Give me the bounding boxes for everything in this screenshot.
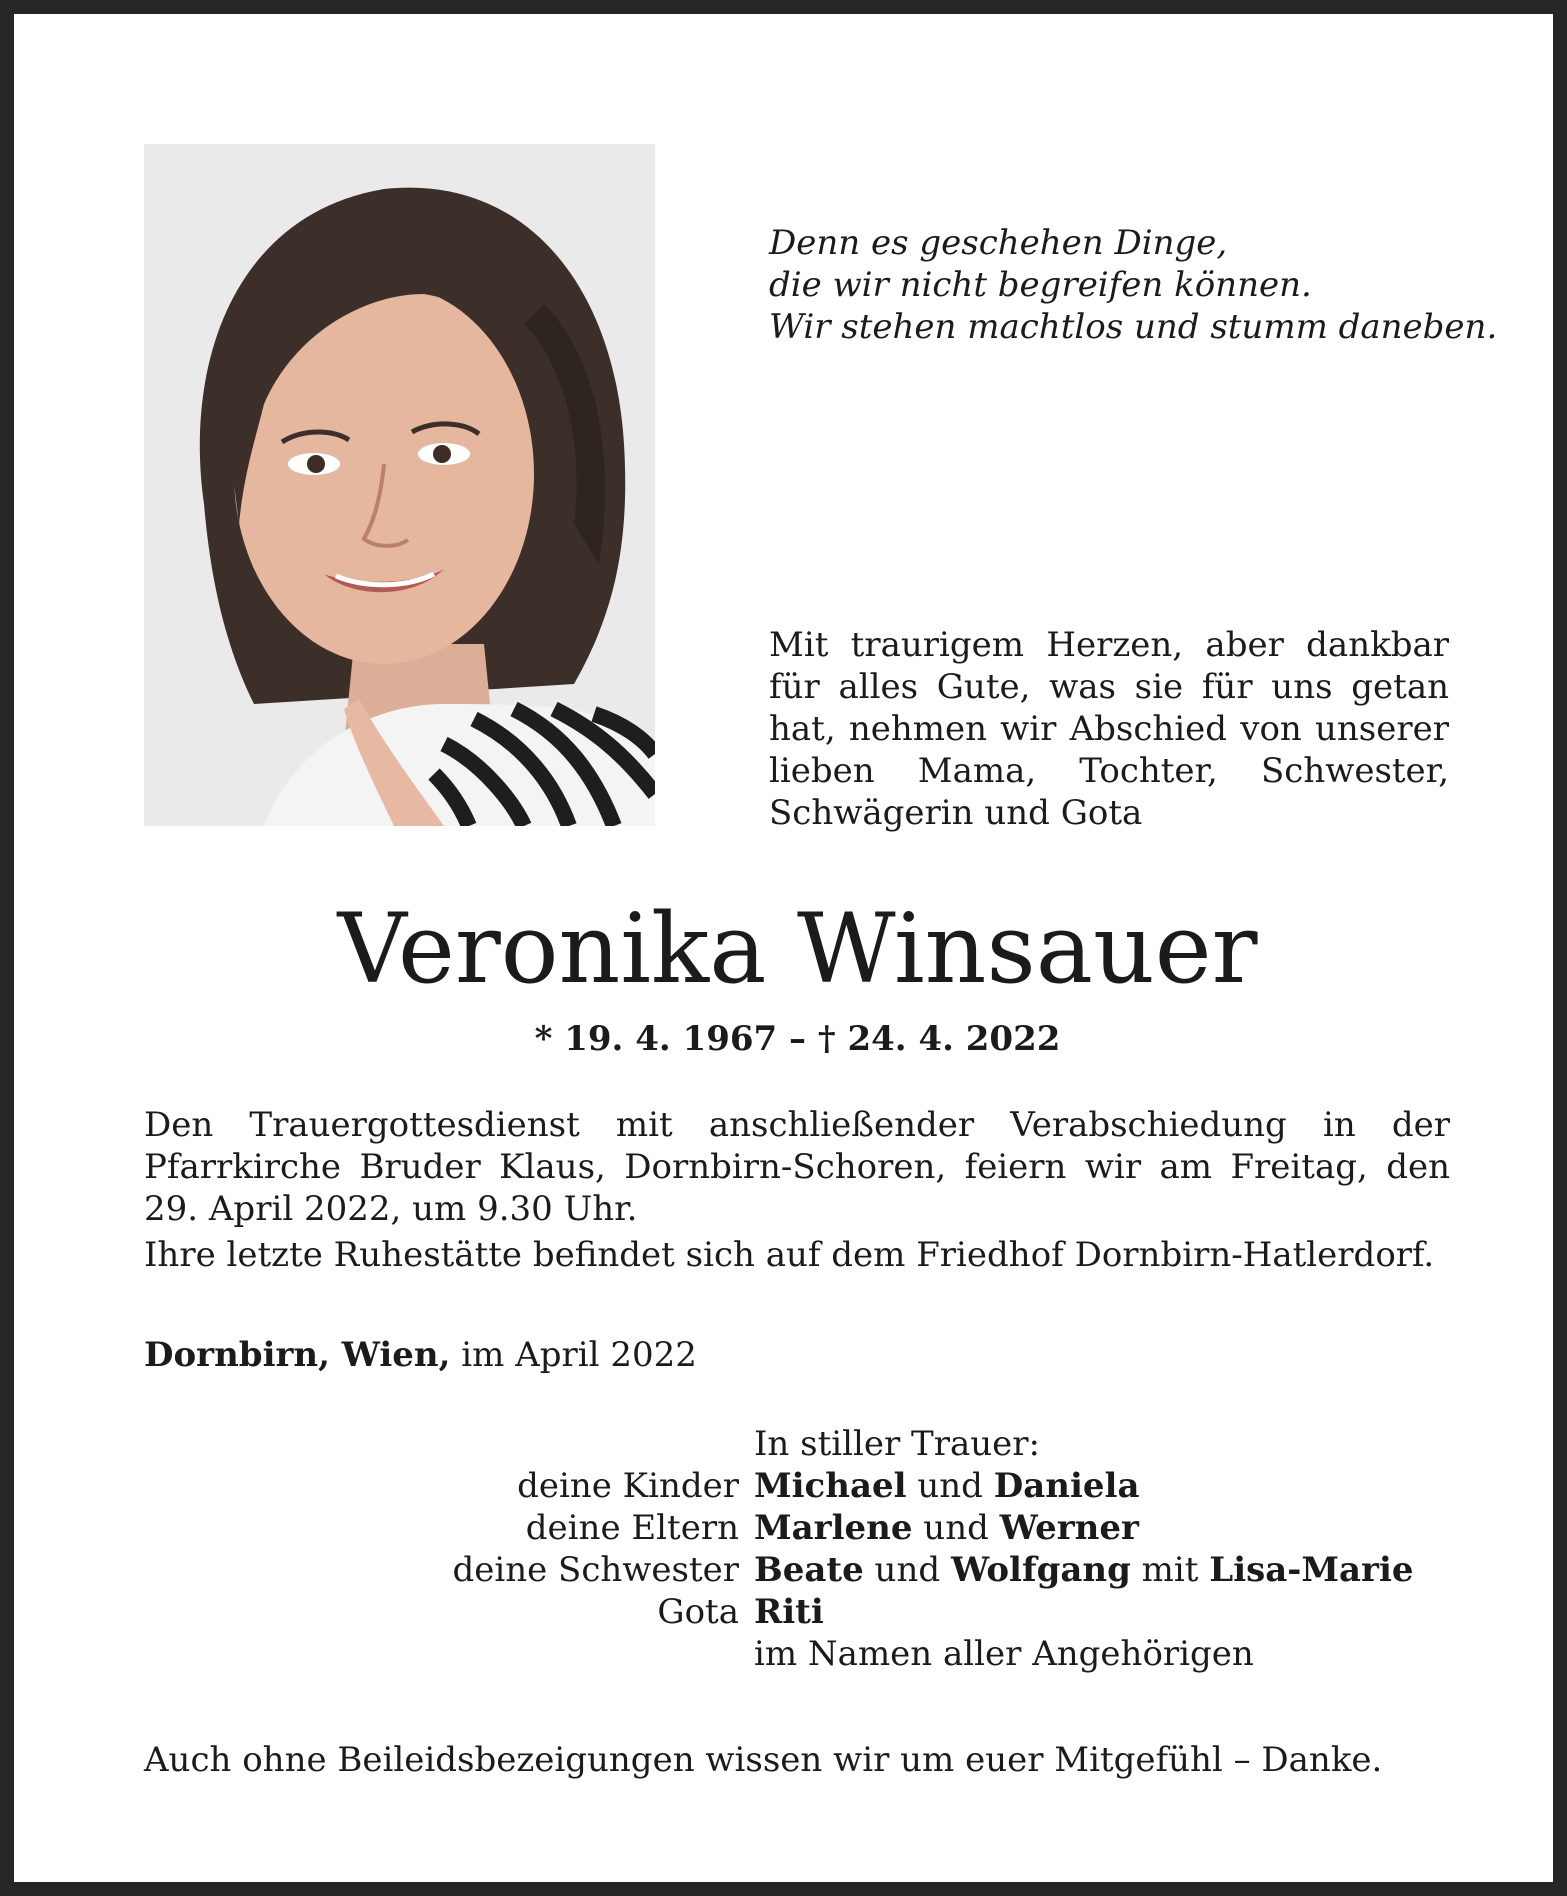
mourner-relation: deine Schwester xyxy=(452,1550,739,1590)
mourner-relation: deine Eltern xyxy=(525,1508,739,1548)
mourners-heading-row xyxy=(144,1423,1484,1465)
quote-line: Denn es geschehen Dinge, xyxy=(769,223,1228,263)
mourner-connector: mit xyxy=(1130,1550,1210,1590)
mourner-rows xyxy=(144,1465,1484,1633)
portrait-photo xyxy=(144,144,655,826)
mourners-closing: im Namen aller Angehörigen xyxy=(754,1634,1254,1674)
service-info xyxy=(144,1104,1450,1276)
mourner-names xyxy=(754,1591,824,1633)
mourner-name: Michael xyxy=(754,1466,907,1506)
mourner-name: Riti xyxy=(754,1592,824,1632)
mourner-names xyxy=(754,1507,1139,1549)
quote-block xyxy=(769,222,1498,348)
mourner-row xyxy=(144,1465,1484,1507)
quote-line: die wir nicht begreifen können. xyxy=(769,265,1312,305)
mourner-names xyxy=(754,1549,1414,1591)
quote-line: Wir stehen machtlos und stumm daneben. xyxy=(769,307,1498,347)
mourner-relation: deine Kinder xyxy=(517,1466,739,1506)
life-dates: * 19. 4. 1967 – † 24. 4. 2022 xyxy=(534,1019,1061,1059)
mourner-names xyxy=(754,1465,1139,1507)
burial-paragraph: Ihre letzte Ruhestätte befindet sich auf dem Friedhof Dornbirn-Hatlerdorf. xyxy=(144,1235,1435,1275)
intro-text: Mit traurigem Herzen, aber dankbar für alles Gute, was sie für uns getan hat, nehmen wir Abschied von unserer lieben Mama, Tochter, Schwester, Schwägerin und Gota xyxy=(769,625,1449,833)
place-cities: Dornbirn, Wien, xyxy=(144,1335,451,1375)
mourner-connector: und xyxy=(912,1508,1000,1548)
mourner-name: Werner xyxy=(999,1508,1139,1548)
thanks-line: Auch ohne Beileidsbezeigungen wissen wir um euer Mitgefühl – Danke. xyxy=(144,1740,1383,1780)
mourner-connector: und xyxy=(906,1466,994,1506)
mourner-row xyxy=(144,1549,1484,1591)
mourner-connector: und xyxy=(863,1550,951,1590)
mourner-name: Lisa-Marie xyxy=(1209,1550,1414,1590)
mourner-row xyxy=(144,1507,1484,1549)
mourner-row xyxy=(144,1591,1484,1633)
mourners-closing-row xyxy=(144,1633,1484,1675)
mourner-relation: Gota xyxy=(657,1592,739,1632)
service-paragraph: Den Trauergottesdienst mit anschließender Verabschiedung in der Pfarrkirche Bruder Klaus, Dornbirn-Schoren, feiern wir am Freitag, den 29. April 2022, um 9.30 Uhr. xyxy=(144,1105,1450,1229)
mourner-name: Daniela xyxy=(993,1466,1140,1506)
mourner-name: Beate xyxy=(754,1550,864,1590)
mourners-block xyxy=(144,1423,1484,1675)
mourners-heading: In stiller Trauer: xyxy=(754,1424,1040,1464)
place-date: im April 2022 xyxy=(450,1335,697,1375)
place-date-line xyxy=(144,1334,697,1376)
deceased-name: Veronika Winsauer xyxy=(337,893,1258,1005)
mourner-name: Marlene xyxy=(754,1508,913,1548)
mourner-name: Wolfgang xyxy=(950,1550,1131,1590)
portrait-illustration xyxy=(144,144,655,826)
